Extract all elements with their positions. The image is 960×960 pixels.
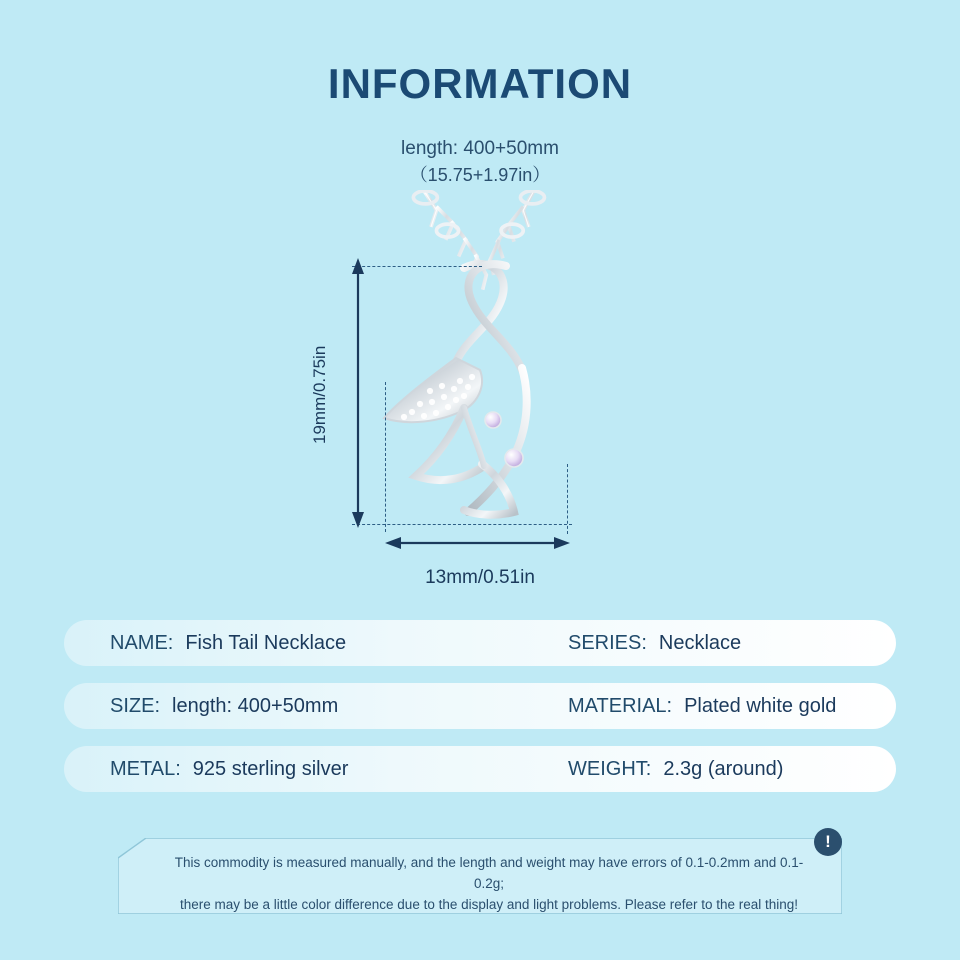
- spec-value: Plated white gold: [684, 694, 837, 717]
- table-row: [64, 683, 896, 729]
- spec-key: SERIES:: [568, 631, 647, 654]
- guide-line-left: [385, 382, 386, 532]
- spec-value: length: 400+50mm: [172, 694, 339, 717]
- spec-key: NAME:: [110, 631, 174, 654]
- note-text: [164, 852, 814, 915]
- spec-value: Necklace: [658, 631, 742, 654]
- disclaimer-note: [118, 832, 842, 914]
- height-dimension-label: 19mm/0.75in: [310, 345, 329, 445]
- width-dimension-label: 13mm/0.51in: [425, 567, 535, 588]
- note-line2: there may be a little color difference due to the display and light problems. Please refer to the real thing!: [179, 897, 799, 912]
- spec-key: METAL:: [110, 757, 181, 780]
- page-title: INFORMATION: [327, 60, 633, 107]
- spec-cell-name: [110, 632, 346, 655]
- spec-table: [64, 620, 896, 809]
- spec-cell-series: [568, 632, 741, 655]
- length-caption: [0, 136, 960, 188]
- spec-key: SIZE:: [110, 694, 161, 717]
- table-row: [64, 620, 896, 666]
- spec-value: 2.3g (around): [663, 757, 784, 780]
- spec-cell-weight: [568, 758, 783, 781]
- spec-key: WEIGHT:: [568, 757, 652, 780]
- length-caption-line2: （15.75+1.97in）: [409, 165, 551, 185]
- spec-value: 925 sterling silver: [192, 757, 349, 780]
- spec-value: Fish Tail Necklace: [185, 631, 347, 654]
- spec-key: MATERIAL:: [568, 694, 673, 717]
- spec-cell-size: [110, 695, 338, 718]
- height-dimension-arrow: [338, 258, 378, 528]
- guide-line-right: [567, 464, 568, 534]
- note-line1: This commodity is measured manually, and the length and weight may have errors of 0.1-0.2mm and 0.1-0.2g;: [174, 855, 804, 891]
- exclamation-icon: !: [814, 828, 842, 856]
- spec-cell-metal: [110, 758, 348, 781]
- spec-cell-material: [568, 695, 836, 718]
- fishtail-pendant-image: [360, 250, 620, 540]
- table-row: [64, 746, 896, 792]
- length-caption-line1: length: 400+50mm: [401, 138, 559, 159]
- width-dimension-arrow: [385, 528, 570, 558]
